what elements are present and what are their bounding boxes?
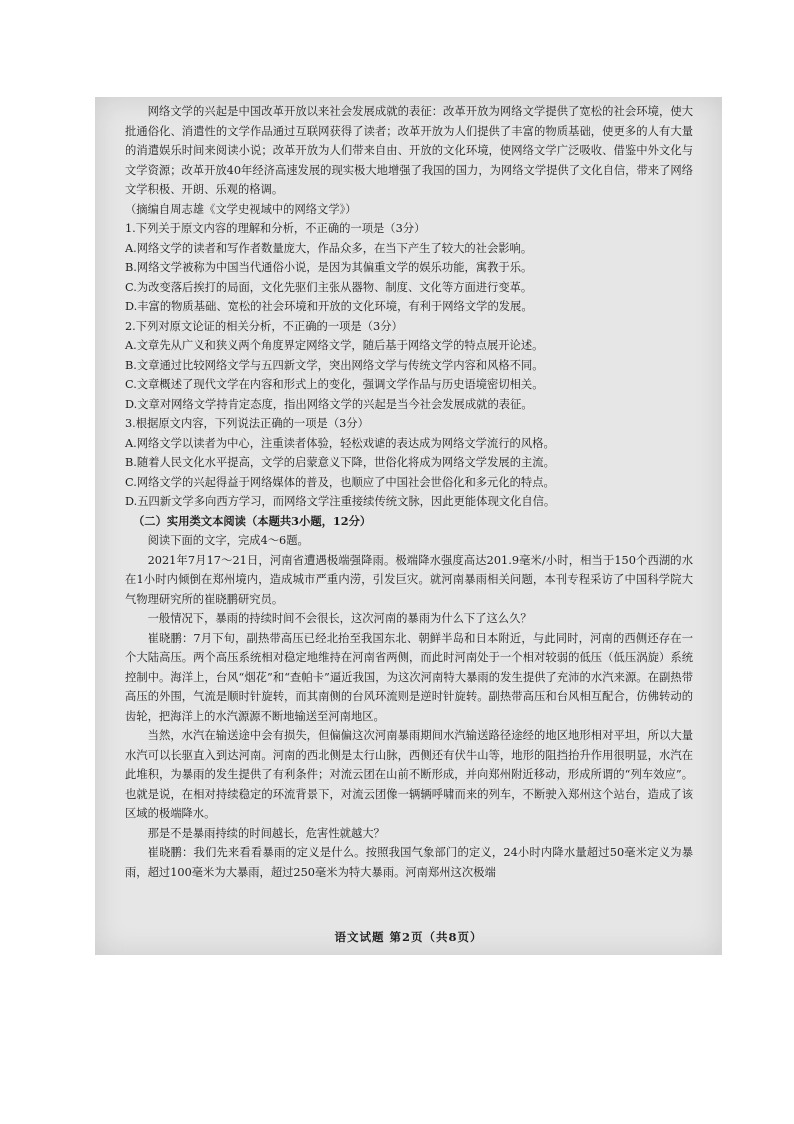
article-paragraph: 崔晓鹏：7月下旬，副热带高压已经北抬至我国东北、朝鲜半岛和日本附近，与此同时，河南的西侧还存在一个大陆高压。两个高压系统相对稳定地维持在河南省两侧，而此时河南处于一个相对较弱的低压（低压涡旋）系统控制中。海洋上，台风“烟花”和“查帕卡”逼近我国，为这次河南特大暴雨的发生提供了充沛的水汽来源。在副热带高压的外围，气流是顺时针旋转，而其南侧的台风环流则是逆时针旋转。副热带高压和台风相互配合，仿佛转动的齿轮，把海洋上的水汽源源不断地输送至河南地区。 [125, 631, 693, 723]
question-option: D.五四新文学多向西方学习，而网络文学注重接续传统文脉，因此更能体现文化自信。 [125, 495, 556, 508]
question-option: B.随着人民文化水平提高，文学的启蒙意义下降，世俗化将成为网络文学发展的主流。 [125, 456, 555, 469]
interview-question: 那是不是暴雨持续的时间越长，危害性就越大？ [147, 826, 385, 840]
question-stem: 1.下列关于原文内容的理解和分析，不正确的一项是（3分） [125, 222, 426, 235]
question-option: D.文章对网络文学持肯定态度，指出网络文学的兴起是当今社会发展成就的表征。 [125, 397, 533, 411]
article-paragraph: 2021年7月17～21日，河南省遭遇极端强降雨。极端降水强度高达201.9毫米/小时，相当于150个西湖的水在1小时内倾倒在郑州境内，造成城市严重内涝，引发巨灾。就河南暴雨相关问题，本刊专程采访了中国科学院大气物理研究所的崔晓鹏研究员。 [125, 553, 693, 606]
section-instruction: 阅读下面的文字，完成4～6题。 [147, 534, 309, 547]
question-option: B.网络文学被称为中国当代通俗小说，是因为其偏重文学的娱乐功能，寓教于乐。 [125, 261, 533, 274]
question-option: C.网络文学的兴起得益于网络媒体的普及，也顺应了中国社会世俗化和多元化的特点。 [125, 475, 555, 489]
question-option: C.文章概述了现代文学在内容和形式上的变化，强调文学作品与历史语境密切相关。 [125, 378, 544, 391]
question-3 [125, 414, 693, 512]
article-paragraph: 当然，水汽在输送途中会有损失，但偏偏这次河南暴雨期间水汽输送路径途经的地区地形相对平坦，所以大量水汽可以长驱直入到达河南。河南的西北侧是太行山脉，西侧还有伏牛山等，地形的阻挡抬升作用很明显，水汽在此堆积，为暴雨的发生提供了有利条件；对流云团在山前不断形成，并向郑州附近移动，形成所谓的“列车效应”。也就是说，在相对持续稳定的环流背景下，对流云团像一辆辆呼啸而来的列车，不断驶入郑州这个站台，造成了该区域的极端降水。 [125, 729, 693, 820]
passage-end-paragraph: 网络文学的兴起是中国改革开放以来社会发展成就的表征：改革开放为网络文学提供了宽松的社会环境，使大批通俗化、消遣性的文学作品通过互联网获得了读者；改革开放为人们提供了丰富的物质基础，使更多的人有大量的消遣娱乐时间来阅读小说；改革开放为人们带来自由、开放的文化环境，使网络文学广泛吸收、借鉴中外文化与文学资源；改革开放40年经济高速发展的现实极大地增强了我国的国力，为网络文学提供了文化自信，带来了网络文学积极、开朗、乐观的格调。 [125, 105, 693, 196]
question-stem: 3.根据原文内容，下列说法正确的一项是（3分） [125, 417, 369, 430]
question-1 [125, 219, 693, 317]
section-heading: （二）实用类文本阅读（本题共3小题，12分） [133, 513, 372, 528]
question-option: D.丰富的物质基础、宽松的社会环境和开放的文化环境，有利于网络文学的发展。 [125, 300, 533, 313]
interview-question: 一般情况下，暴雨的持续时间不会很长，这次河南的暴雨为什么下了这么久？ [147, 612, 532, 625]
question-option: A.网络文学以读者为中心，注重读者体验，轻松戏谑的表达成为网络文学流行的风格。 [125, 436, 555, 450]
article-paragraph: 崔晓鹏：我们先来看看暴雨的定义是什么。按照我国气象部门的定义，24小时内降水量超过50毫米定义为暴雨，超过100毫米为大暴雨，超过250毫米为特大暴雨。河南郑州这次极端 [125, 846, 693, 879]
page-content [125, 102, 693, 882]
exam-page [95, 97, 722, 955]
question-option: B.文章通过比较网络文学与五四新文学，突出网络文学与传统文学内容和风格不同。 [125, 358, 544, 372]
passage-source: （摘编自周志雄《文学史视域中的网络文学》） [125, 202, 357, 216]
question-stem: 2.下列对原文论证的相关分析，不正确的一项是（3分） [125, 319, 403, 333]
question-option: A.文章先从广义和狭义两个角度界定网络文学，随后基于网络文学的特点展开论述。 [125, 339, 544, 352]
question-option: C.为改变落后挨打的局面，文化先驱们主张从器物、制度、文化等方面进行变革。 [125, 280, 533, 294]
question-option: A.网络文学的读者和写作者数量庞大，作品众多，在当下产生了较大的社会影响。 [125, 241, 533, 255]
page-footer: 语文试题 第2页（共8页） [334, 930, 483, 944]
question-2 [125, 317, 693, 415]
